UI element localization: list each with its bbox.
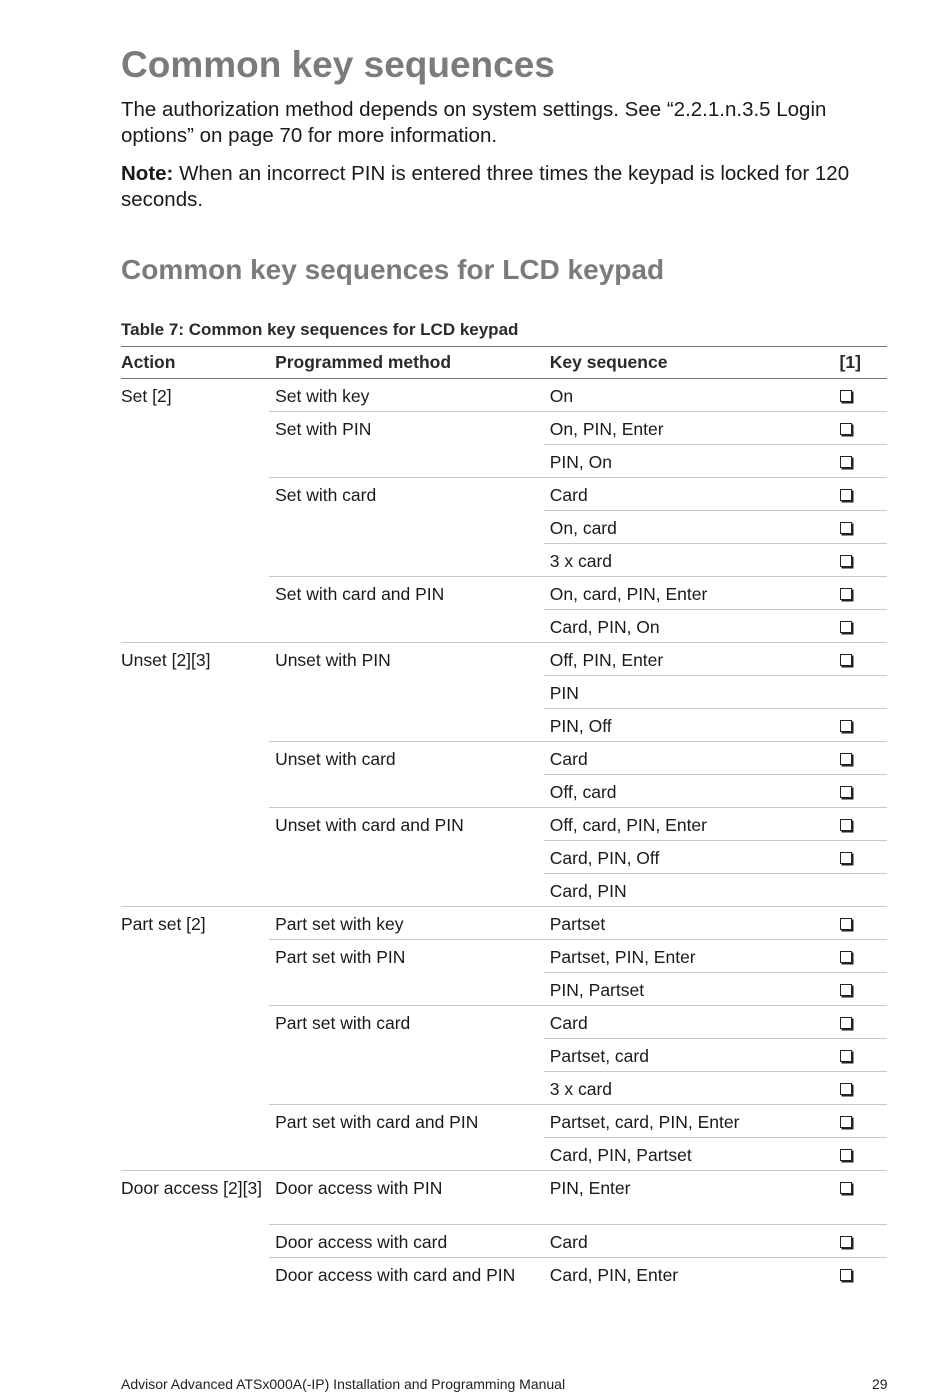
sequence-cell: On, PIN, Enter [544,412,836,445]
table-row [121,412,887,445]
checkbox-cell [836,742,887,775]
sequence-cell: Card [544,478,836,511]
method-cell: Part set with card and PIN [269,1105,544,1138]
action-cell [121,1072,269,1105]
sequence-cell: On [549,386,574,406]
checkbox-cell [836,1225,887,1258]
action-cell [121,1039,269,1072]
method-cell [269,1039,544,1072]
sequence-cell: Card, PIN [544,874,836,907]
checkbox-cell [836,1105,887,1138]
method-cell [269,544,544,577]
action-cell [121,1006,269,1039]
table-caption: Table 7: Common key sequences for LCD keypad [121,320,519,339]
checkbox-icon[interactable] [840,984,852,996]
sequence-cell: Partset, PIN, Enter [544,940,836,973]
table-body [121,379,887,1291]
table-row [121,1006,887,1039]
checkbox-cell [836,478,887,511]
table-row [121,742,887,775]
checkbox-cell [836,841,887,874]
table-header-row [121,347,887,379]
checkbox-icon[interactable] [840,423,852,435]
table-row [121,973,887,1006]
checkbox-icon[interactable] [840,1149,852,1161]
table-row [121,577,887,610]
action-cell [121,445,269,478]
action-cell [121,610,269,643]
action-cell: Unset [2][3] [121,643,269,676]
action-cell [121,1138,269,1171]
action-cell [121,1225,269,1258]
action-cell [121,1105,269,1138]
table-row [121,1072,887,1105]
page-heading: Common key sequences [121,44,555,85]
table-row [121,808,887,841]
method-cell: Unset with card and PIN [269,808,544,841]
checkbox-cell [836,544,887,577]
table-row [121,544,887,577]
page-number: 29 [872,1376,888,1392]
action-cell [121,841,269,874]
sequence-cell: PIN, Partset [544,973,836,1006]
sequence-cell: Partset, card [544,1039,836,1072]
sequence-cell: Off, PIN, Enter [544,643,836,676]
table-row [121,1258,887,1291]
sequence-cell: On, card, PIN, Enter [544,577,836,610]
action-cell [121,709,269,742]
method-cell: Unset with PIN [269,643,544,676]
method-cell: Set with card and PIN [269,577,544,610]
action-cell [121,874,269,907]
sequence-cell: Card [544,1006,836,1039]
table-row [121,940,887,973]
note-label: Note: [121,162,174,185]
action-cell [121,478,269,511]
note-paragraph [121,161,881,213]
checkbox-icon[interactable] [840,489,852,501]
checkbox-icon[interactable] [840,852,852,864]
table-row [121,511,887,544]
table-row [121,1171,887,1225]
checkbox-icon[interactable] [840,621,852,633]
action-cell: Set [2] [121,386,172,406]
footer-title: Advisor Advanced ATSx000A(-IP) Installation and Programming Manual [121,1376,566,1392]
table-row [121,1225,887,1258]
sequence-cell: Card, PIN, Off [544,841,836,874]
checkbox-icon[interactable] [840,753,852,765]
checkbox-cell [836,1006,887,1039]
checkbox-icon[interactable] [840,1083,852,1095]
sequence-cell: Card, PIN, On [544,610,836,643]
table-row [121,379,887,412]
table-row [121,874,887,907]
sequence-cell: Card [544,742,836,775]
sequence-cell: Off, card [544,775,836,808]
key-sequence-table [121,346,887,1290]
action-cell: Door access [2][3] [121,1171,269,1225]
action-cell [121,544,269,577]
table-row [121,610,887,643]
action-cell [121,1258,269,1291]
action-cell [121,808,269,841]
method-cell: Part set with PIN [269,940,544,973]
sequence-cell: Card, PIN, Enter [544,1258,836,1291]
checkbox-cell [836,643,887,676]
action-cell [121,676,269,709]
checkbox-cell [836,709,887,742]
method-cell: Set with PIN [269,412,544,445]
method-cell: Set with key [275,386,370,406]
method-cell: Part set with card [269,1006,544,1039]
checkbox-cell [836,1039,887,1072]
checkbox-icon[interactable] [840,918,852,930]
checkbox-icon[interactable] [840,1017,852,1029]
sequence-cell: PIN, Off [544,709,836,742]
method-cell [269,775,544,808]
action-cell [121,577,269,610]
checkbox-icon[interactable] [840,654,852,666]
checkbox-icon[interactable] [840,588,852,600]
action-cell [121,511,269,544]
checkbox-icon[interactable] [840,1116,852,1128]
checkbox-icon[interactable] [840,1236,852,1248]
checkbox-cell [836,775,887,808]
table-row [121,907,887,940]
sequence-cell: Partset [544,907,836,940]
checkbox-cell [836,1138,887,1171]
table-row [121,478,887,511]
sequence-cell: PIN [544,676,836,709]
checkbox-icon[interactable] [840,555,852,567]
method-cell: Door access with card [269,1225,544,1258]
checkbox-icon[interactable] [840,522,852,534]
checkbox-cell [836,940,887,973]
action-cell [121,412,269,445]
sequence-cell: 3 x card [544,544,836,577]
method-cell [269,841,544,874]
checkbox-icon[interactable] [840,390,852,402]
table-row [121,1105,887,1138]
checkbox-cell [836,1072,887,1105]
table-row [121,676,887,709]
sequence-cell: Partset, card, PIN, Enter [544,1105,836,1138]
checkbox-cell [836,610,887,643]
intro-paragraph: The authorization method depends on system settings. See “2.2.1.n.3.5 Login options” on page 70 for more information. [121,98,827,147]
checkbox-icon[interactable] [840,1050,852,1062]
sequence-cell: Card [544,1225,836,1258]
checkbox-cell [836,445,887,478]
sequence-cell: PIN, On [544,445,836,478]
sequence-cell: On, card [544,511,836,544]
table-row [121,445,887,478]
checkbox-cell [836,808,887,841]
header-action: Action [121,347,269,379]
checkbox-cell [836,511,887,544]
method-cell: Door access with card and PIN [269,1258,544,1291]
header-sequence: Key sequence [544,347,836,379]
table-row [121,709,887,742]
checkbox-icon[interactable] [840,456,852,468]
note-text: When an incorrect PIN is entered three times the keypad is locked for 120 seconds. [121,162,850,211]
checkbox-icon[interactable] [840,720,852,732]
action-cell [121,775,269,808]
action-cell: Part set [2] [121,907,269,940]
action-cell [121,742,269,775]
checkbox-icon[interactable] [840,951,852,963]
table-row [121,841,887,874]
table-row [121,643,887,676]
table-row [121,1138,887,1171]
checkbox-cell [836,577,887,610]
method-cell [269,973,544,1006]
checkbox-cell [836,412,887,445]
method-cell [269,610,544,643]
method-cell: Unset with card [269,742,544,775]
checkbox-icon[interactable] [840,1269,852,1281]
sequence-cell: Card, PIN, Partset [544,1138,836,1171]
header-method: Programmed method [269,347,544,379]
checkbox-cell [836,874,887,907]
checkbox-cell [836,1171,887,1225]
sequence-cell: 3 x card [544,1072,836,1105]
method-cell [269,511,544,544]
checkbox-cell [836,379,887,412]
table-row [121,775,887,808]
method-cell [269,445,544,478]
checkbox-cell [836,907,887,940]
checkbox-cell [836,676,887,709]
header-note: [1] [836,347,887,379]
action-cell [121,973,269,1006]
sequence-cell: Off, card, PIN, Enter [544,808,836,841]
checkbox-icon[interactable] [840,786,852,798]
checkbox-cell [836,973,887,1006]
method-cell: Part set with key [269,907,544,940]
method-cell [269,1138,544,1171]
sequence-cell: PIN, Enter [544,1171,836,1225]
checkbox-icon[interactable] [840,819,852,831]
method-cell [269,709,544,742]
method-cell [269,676,544,709]
method-cell: Door access with PIN [269,1171,544,1225]
method-cell [269,874,544,907]
action-cell [121,940,269,973]
checkbox-cell [836,1258,887,1291]
method-cell [269,1072,544,1105]
checkbox-icon[interactable] [840,1182,852,1194]
table-row [121,1039,887,1072]
section-heading: Common key sequences for LCD keypad [121,254,665,285]
method-cell: Set with card [269,478,544,511]
